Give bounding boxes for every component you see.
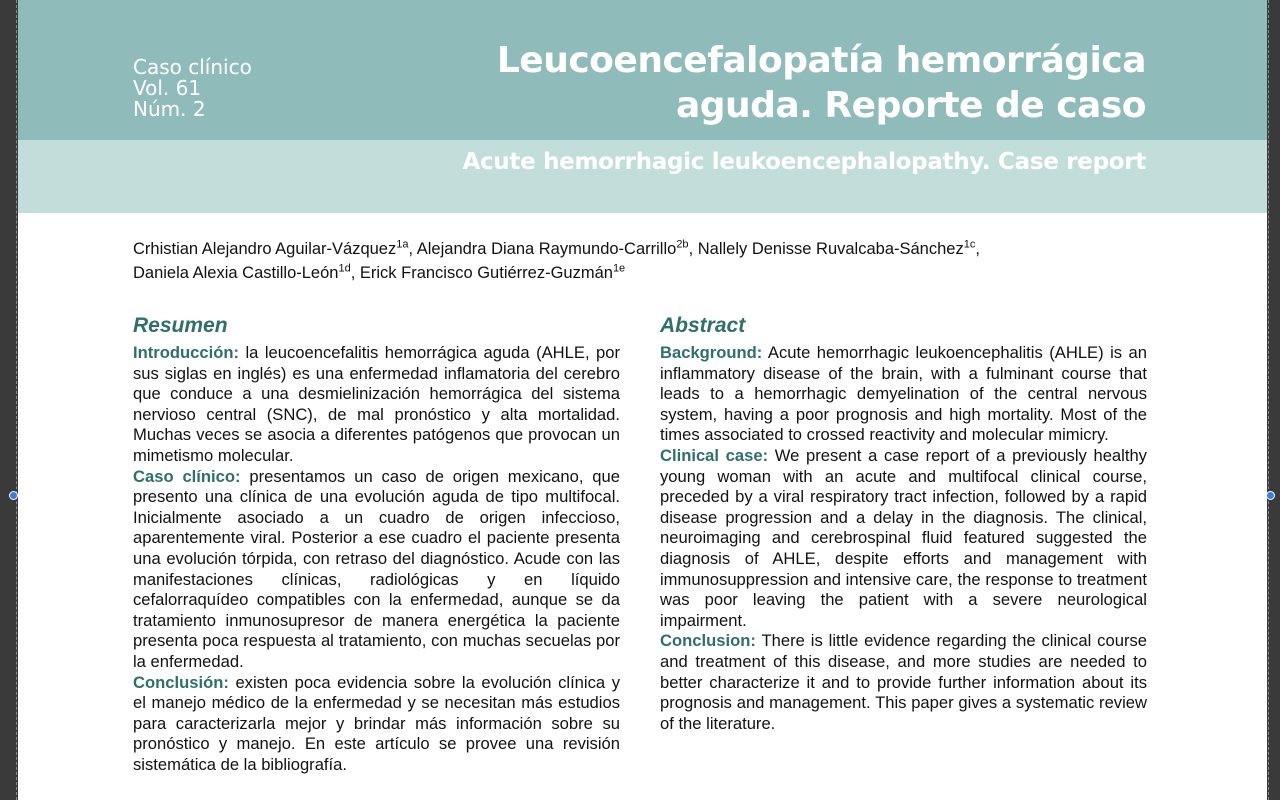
resumen-conclusion xyxy=(133,673,620,776)
document-page xyxy=(18,0,1267,800)
case-label: Caso clínico: xyxy=(133,466,241,486)
article-title-english: Acute hemorrhagic leukoencephalopathy. Case report xyxy=(462,149,1146,175)
abstract-clinical-case xyxy=(660,446,1147,631)
selection-handle-right[interactable] xyxy=(1266,491,1275,500)
conclusion-text: existen poca evidencia sobre la evolución clínica y el manejo médico de la enfermedad y se necesitan más estudios para caracterizarla mejor y brindar más información sobre su pronóstico y manejo. En este artículo se provee una revisión sistemática de la bibliografía. xyxy=(133,672,620,774)
background-text: Acute hemorrhagic leukoencephalitis (AHLE) is an inflammatory disease of the brain, with a fulminant course that leads to a hemorrhagic demyelination of the central nervous system, having a poor prognosis and high mortality. Most of the times associated to crossed reactivity and molecular mimicry. xyxy=(660,343,1147,445)
conclusion-text-en: There is little evidence regarding the clinical course and treatment of this disease, and more studies are needed to better characterize it and to provide further information about its prognosis and management. This paper gives a systematic review of the literature. xyxy=(660,631,1147,733)
resumen-heading: Resumen xyxy=(133,314,228,337)
resumen-clinical-case xyxy=(133,467,620,673)
abstract-heading: Abstract xyxy=(660,314,746,337)
resumen-column xyxy=(133,313,620,775)
conclusion-label-en: Conclusion: xyxy=(660,631,756,651)
conclusion-label: Conclusión: xyxy=(133,672,229,692)
background-label: Background: xyxy=(660,343,763,362)
abstract-conclusion xyxy=(660,631,1147,734)
issue-info xyxy=(133,57,252,120)
clinical-case-label: Clinical case: xyxy=(660,445,769,465)
abstract-column xyxy=(660,313,1147,734)
volume-label: Vol. 61 xyxy=(133,76,202,100)
selection-handle-left[interactable] xyxy=(9,491,18,500)
section-label: Caso clínico xyxy=(133,55,252,79)
article-title: Leucoencefalopatía hemorrágica aguda. Reporte de caso xyxy=(496,40,1146,126)
author: Daniela Alexia Castillo-León$^{1d}$, xyxy=(133,262,360,282)
intro-label: Introducción: xyxy=(133,343,240,362)
selection-edge-left xyxy=(16,0,17,800)
author: Crhistian Alejandro Aguilar-Vázquez$^{1a}$, xyxy=(133,238,417,258)
author: Alejandra Diana Raymundo-Carrillo$^{2b}$, xyxy=(416,238,698,258)
issue-number: Núm. 2 xyxy=(133,97,206,121)
author: Nallely Denisse Ruvalcaba-Sánchez$^{1c}$, xyxy=(697,238,980,258)
author-list xyxy=(133,237,1133,285)
abstract-background xyxy=(660,343,1147,446)
selection-edge-right xyxy=(1268,0,1269,800)
author: Erick Francisco Gutiérrez-Guzmán$^{1e}$ xyxy=(359,262,626,282)
clinical-case-text: We present a case report of a previously healthy young woman with an acute and multifocal clinical course, preceded by a viral respiratory tract infection, followed by a rapid disease progression and a delay in the diagnosis. The clinical, neuroimaging and cerebrospinal fluid featured suggested the diagnosis of AHLE, despite efforts and management with immunosuppression and intensive care, the response to treatment was poor leaving the patient with a severe neurological impairment. xyxy=(660,445,1147,630)
case-text: presentamos un caso de origen mexicano, que presento una clínica de una evolución aguda de tipo multifocal. Inicialmente asociado a un cuadro de origen infeccioso, aparentemente viral. Posterior a ese cuadro el paciente presenta una evolución tórpida, con retraso del diagnóstico. Acude con las manifestaciones clínicas, radiológicas y en líquido cefalorraquídeo compatibles con la enfermedad, aunque se da tratamiento inmunosupresor de manera energética la paciente presenta poca respuesta al tratamiento, con muchas secuelas por la enfermedad. xyxy=(133,466,620,671)
intro-text: la leucoencefalitis hemorrágica aguda (AHLE, por sus siglas en inglés) es una enfermedad inflamatoria del cerebro que conduce a una desmielinización hemorrágica del sistema nervioso central (SNC), de mal pronóstico y alta mortalidad. Muchas veces se asocia a diferentes patógenos que provocan un mimetismo molecular. xyxy=(133,343,620,465)
resumen-introduction xyxy=(133,343,620,467)
